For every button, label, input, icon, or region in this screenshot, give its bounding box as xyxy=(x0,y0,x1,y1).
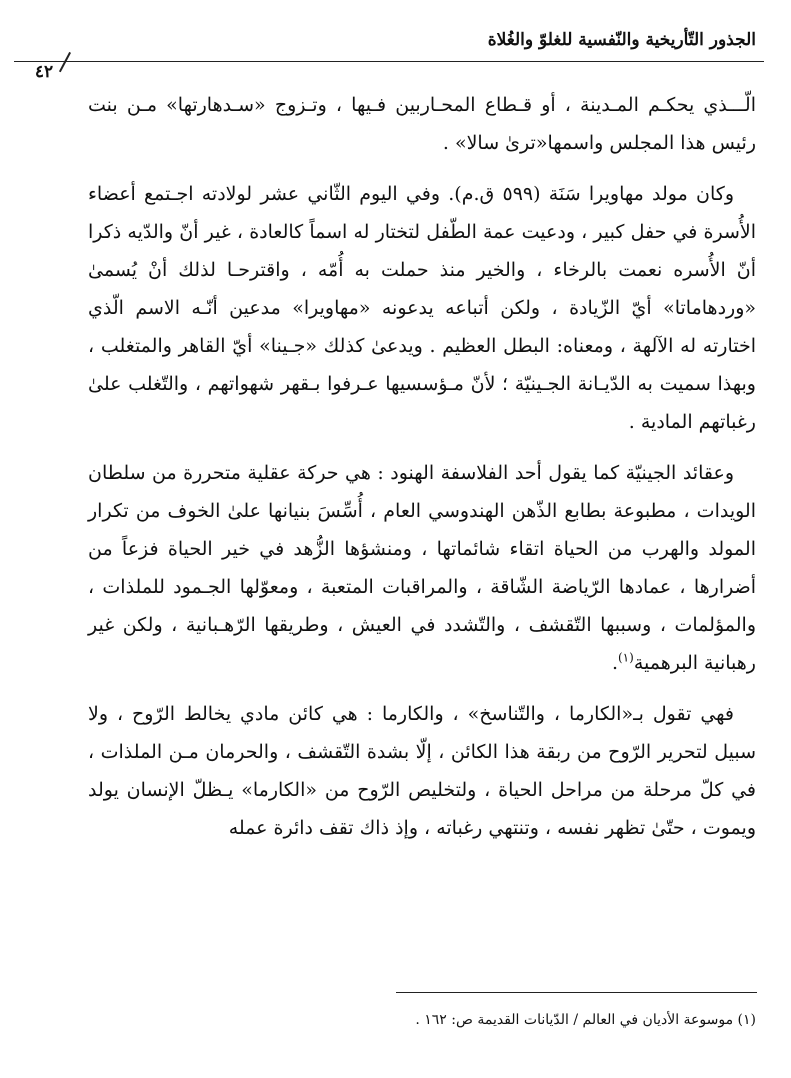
page-number-divider xyxy=(59,52,71,72)
body-text xyxy=(88,86,756,860)
paragraph-3-end: . xyxy=(611,652,618,674)
header-rule xyxy=(14,61,764,62)
page-number: ٤٢ xyxy=(34,62,54,82)
footnote-reference[interactable]: (١) xyxy=(617,650,634,665)
paragraph-2: وكان مولد مهاويرا سَنَة (٥٩٩ ق.م). وفي اليوم الثّاني عشر لولادته اجـتمع أعضاء الأُسرة في حفل كبير ، ودعيت عمة الطّفل لتختار له اسماً كالعادة ، غير أنّ والدّيه ذكرا أنّ الأُسره نعمت بالرخاء ، والخير منذ حملت به أُمّه ، واقترحـا لذلك أنْ يُسمىٰ «وردهاماتا» أيّ الزّيادة ، ولكن أتباعه يدعونه «مهاويرا» مدعين أنّـه الاسم الّذي اختارته له الآلهة ، ومعناه: البطل العظيم . ويدعىٰ كذلك «جـينا» أيّ القاهر والمتغلب ، وبهذا سميت به الدّيـانة الجـينيّة ؛ لأنّ مـؤسسيها عـرفوا بـقهر شهواتهم ، والتّغلب علىٰ رغباتهم المادية . xyxy=(88,183,756,433)
paragraph-1: الّـــذي يحكـم المـدينة ، أو قـطاع المحـاربين فـيها ، وتـزوج «سـدهارتها» مـن بنت رئيس هذا المجلس واسمها«ترىٰ سالا» . xyxy=(88,94,756,154)
paragraph-3 xyxy=(88,454,756,682)
footnote-rule xyxy=(396,992,757,993)
paragraph-4: فهي تقول بـ«الكارما ، والتّناسخ» ، والكارما : هي كائن مادي يخالط الرّوح ، ولا سبيل لتحرير الرّوح من ربقة هذا الكائن ، إلّا بشدة التّقشف ، والحرمان مـن الملذات ، في كلّ مرحلة من مراحل الحياة ، ولتخليص الرّوح من «الكارما» يـظلّ الإنسان يولد ويموت ، حتّىٰ تظهر نفسه ، وتنتهي رغباته ، وإذ ذاك تقف دائرة عمله xyxy=(88,703,756,839)
footnote: (١) موسوعة الأديان في العالم / الدّيانات القديمة ص: ١٦٢ . xyxy=(415,1012,756,1028)
running-title: الجذور التّأريخية والنّفسية للغلوّ والغُلاة xyxy=(487,30,756,50)
paragraph-3-text: وعقائد الجينيّة كما يقول أحد الفلاسفة الهنود : هي حركة عقلية متحررة من سلطان الويدات ، مطبوعة بطابع الذّهن الهندوسي العام ، أُسِّسَ بنيانها علىٰ الخوف من تكرار المولد والهرب من الحياة اتقاء شائماتها ، ومنشؤها الزُّهد في خير الحياة فزعاً من أضرارها ، عمادها الرّياضة الشّاقة ، والمراقبات المتعبة ، ومعوّلها الجـمود للملذات ، والمؤلمات ، وسببها التّقشف ، والتّشدد في العيش ، وطريقها الرّهـبانية ، ولكن غير رهبانية البرهمية xyxy=(88,462,756,674)
